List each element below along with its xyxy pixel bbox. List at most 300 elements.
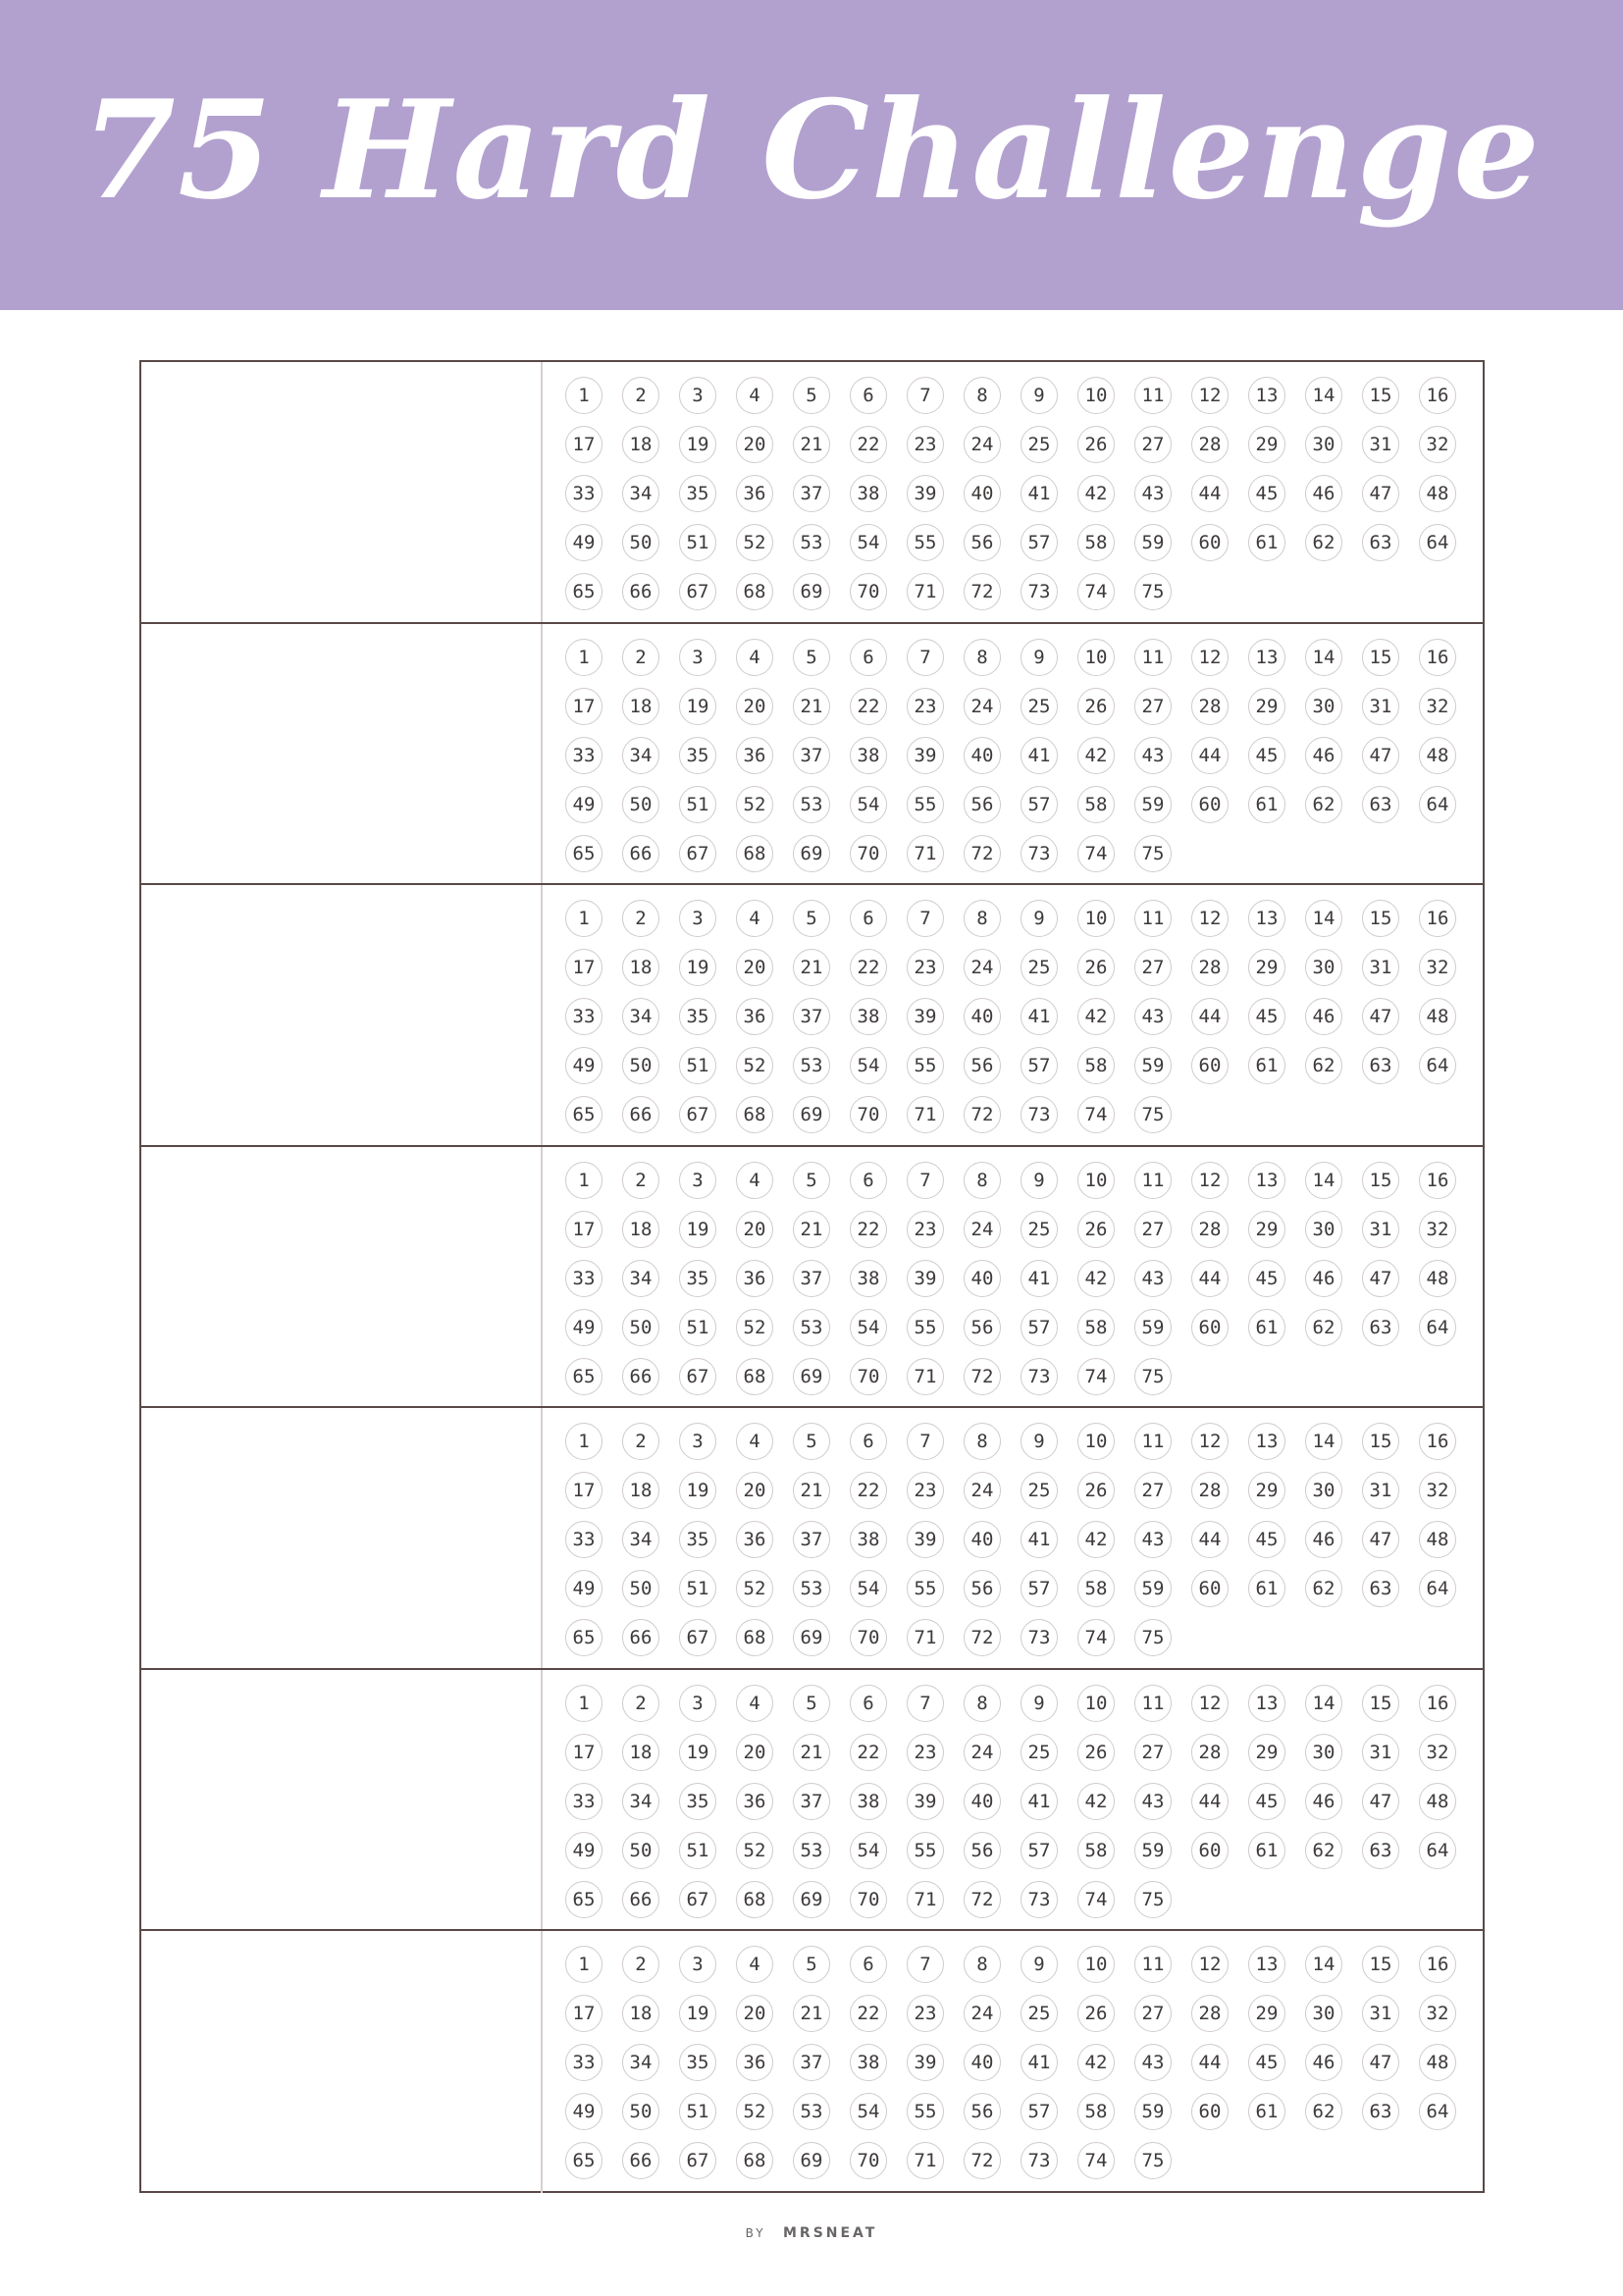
day-circle[interactable]: 15 [1362,900,1399,937]
day-circle[interactable]: 52 [736,2093,773,2130]
day-circle[interactable]: 63 [1362,1309,1399,1346]
day-circle[interactable]: 68 [736,2142,773,2179]
day-circle[interactable]: 68 [736,1881,773,1918]
day-circle[interactable]: 44 [1191,475,1229,512]
day-circle[interactable]: 43 [1134,737,1172,774]
day-circle[interactable]: 71 [907,835,944,872]
day-circle[interactable]: 32 [1419,426,1456,463]
day-circle[interactable]: 66 [622,1096,659,1133]
day-circle[interactable]: 71 [907,1881,944,1918]
day-circle[interactable]: 30 [1305,688,1342,725]
day-circle[interactable]: 35 [679,475,716,512]
day-circle[interactable]: 56 [964,1832,1001,1869]
day-circle[interactable]: 16 [1419,1685,1456,1722]
day-circle[interactable]: 75 [1134,1619,1172,1656]
day-circle[interactable]: 60 [1191,2093,1229,2130]
day-circle[interactable]: 75 [1134,1881,1172,1918]
day-circle[interactable]: 64 [1419,786,1456,823]
day-circle[interactable]: 3 [679,639,716,676]
day-circle[interactable]: 57 [1021,1047,1058,1084]
day-circle[interactable]: 69 [793,835,830,872]
day-circle[interactable]: 45 [1248,998,1285,1035]
day-circle[interactable]: 46 [1305,998,1342,1035]
day-circle[interactable]: 18 [622,1734,659,1771]
day-circle[interactable]: 70 [850,1358,887,1395]
day-circle[interactable]: 68 [736,835,773,872]
day-circle[interactable]: 35 [679,1521,716,1558]
day-circle[interactable]: 22 [850,1472,887,1509]
day-circle[interactable]: 68 [736,1358,773,1395]
day-circle[interactable]: 40 [964,1783,1001,1820]
day-circle[interactable]: 41 [1021,998,1058,1035]
day-circle[interactable]: 63 [1362,1570,1399,1607]
day-circle[interactable]: 70 [850,1619,887,1656]
day-circle[interactable]: 74 [1077,573,1115,610]
day-circle[interactable]: 34 [622,1521,659,1558]
day-circle[interactable]: 14 [1305,639,1342,676]
day-circle[interactable]: 4 [736,1685,773,1722]
day-circle[interactable]: 55 [907,1832,944,1869]
day-circle[interactable]: 8 [964,639,1001,676]
day-circle[interactable]: 49 [565,1832,602,1869]
day-circle[interactable]: 55 [907,786,944,823]
day-circle[interactable]: 22 [850,426,887,463]
day-circle[interactable]: 42 [1077,1260,1115,1297]
day-circle[interactable]: 74 [1077,1358,1115,1395]
day-circle[interactable]: 8 [964,1946,1001,1983]
day-circle[interactable]: 19 [679,426,716,463]
day-circle[interactable]: 6 [850,1685,887,1722]
day-circle[interactable]: 22 [850,1211,887,1248]
day-circle[interactable]: 74 [1077,1881,1115,1918]
day-circle[interactable]: 1 [565,1946,602,1983]
day-circle[interactable]: 73 [1021,2142,1058,2179]
day-circle[interactable]: 25 [1021,1995,1058,2032]
day-circle[interactable]: 19 [679,688,716,725]
day-circle[interactable]: 71 [907,2142,944,2179]
day-circle[interactable]: 42 [1077,1521,1115,1558]
day-circle[interactable]: 54 [850,1309,887,1346]
day-circle[interactable]: 41 [1021,2044,1058,2081]
day-circle[interactable]: 43 [1134,1521,1172,1558]
day-circle[interactable]: 55 [907,524,944,561]
day-circle[interactable]: 49 [565,524,602,561]
day-circle[interactable]: 46 [1305,475,1342,512]
day-circle[interactable]: 30 [1305,1734,1342,1771]
day-circle[interactable]: 51 [679,524,716,561]
day-circle[interactable]: 67 [679,2142,716,2179]
day-circle[interactable]: 34 [622,475,659,512]
day-circle[interactable]: 65 [565,2142,602,2179]
day-circle[interactable]: 58 [1077,2093,1115,2130]
habit-name-field[interactable] [141,362,543,622]
day-circle[interactable]: 47 [1362,1260,1399,1297]
day-circle[interactable]: 66 [622,573,659,610]
day-circle[interactable]: 61 [1248,1570,1285,1607]
day-circle[interactable]: 37 [793,475,830,512]
day-circle[interactable]: 16 [1419,377,1456,414]
day-circle[interactable]: 63 [1362,524,1399,561]
day-circle[interactable]: 9 [1021,900,1058,937]
day-circle[interactable]: 6 [850,377,887,414]
day-circle[interactable]: 49 [565,1570,602,1607]
day-circle[interactable]: 55 [907,1047,944,1084]
day-circle[interactable]: 21 [793,1211,830,1248]
day-circle[interactable]: 42 [1077,1783,1115,1820]
day-circle[interactable]: 33 [565,998,602,1035]
day-circle[interactable]: 53 [793,2093,830,2130]
day-circle[interactable]: 34 [622,1260,659,1297]
day-circle[interactable]: 7 [907,1685,944,1722]
day-circle[interactable]: 75 [1134,1358,1172,1395]
day-circle[interactable]: 35 [679,737,716,774]
habit-name-field[interactable] [141,624,543,884]
day-circle[interactable]: 27 [1134,1734,1172,1771]
day-circle[interactable]: 15 [1362,1162,1399,1199]
day-circle[interactable]: 10 [1077,1685,1115,1722]
day-circle[interactable]: 35 [679,1260,716,1297]
day-circle[interactable]: 28 [1191,426,1229,463]
day-circle[interactable]: 46 [1305,1260,1342,1297]
day-circle[interactable]: 44 [1191,1521,1229,1558]
day-circle[interactable]: 64 [1419,524,1456,561]
day-circle[interactable]: 17 [565,1734,602,1771]
day-circle[interactable]: 8 [964,1162,1001,1199]
day-circle[interactable]: 11 [1134,639,1172,676]
day-circle[interactable]: 29 [1248,949,1285,986]
day-circle[interactable]: 21 [793,1995,830,2032]
day-circle[interactable]: 12 [1191,1162,1229,1199]
day-circle[interactable]: 8 [964,900,1001,937]
day-circle[interactable]: 42 [1077,998,1115,1035]
day-circle[interactable]: 11 [1134,900,1172,937]
day-circle[interactable]: 10 [1077,1946,1115,1983]
day-circle[interactable]: 67 [679,835,716,872]
day-circle[interactable]: 23 [907,1211,944,1248]
day-circle[interactable]: 60 [1191,524,1229,561]
day-circle[interactable]: 13 [1248,377,1285,414]
day-circle[interactable]: 58 [1077,1309,1115,1346]
day-circle[interactable]: 75 [1134,573,1172,610]
day-circle[interactable]: 11 [1134,1423,1172,1460]
day-circle[interactable]: 5 [793,639,830,676]
day-circle[interactable]: 65 [565,1881,602,1918]
day-circle[interactable]: 1 [565,1685,602,1722]
day-circle[interactable]: 39 [907,2044,944,2081]
day-circle[interactable]: 54 [850,2093,887,2130]
day-circle[interactable]: 50 [622,1047,659,1084]
day-circle[interactable]: 75 [1134,2142,1172,2179]
day-circle[interactable]: 28 [1191,1734,1229,1771]
day-circle[interactable]: 40 [964,2044,1001,2081]
day-circle[interactable]: 62 [1305,524,1342,561]
day-circle[interactable]: 3 [679,1946,716,1983]
day-circle[interactable]: 54 [850,524,887,561]
day-circle[interactable]: 26 [1077,1995,1115,2032]
day-circle[interactable]: 58 [1077,786,1115,823]
day-circle[interactable]: 60 [1191,1832,1229,1869]
day-circle[interactable]: 30 [1305,1211,1342,1248]
day-circle[interactable]: 38 [850,475,887,512]
day-circle[interactable]: 33 [565,1783,602,1820]
day-circle[interactable]: 70 [850,2142,887,2179]
day-circle[interactable]: 46 [1305,737,1342,774]
day-circle[interactable]: 32 [1419,688,1456,725]
day-circle[interactable]: 16 [1419,1423,1456,1460]
day-circle[interactable]: 17 [565,949,602,986]
day-circle[interactable]: 52 [736,1832,773,1869]
day-circle[interactable]: 62 [1305,1832,1342,1869]
day-circle[interactable]: 24 [964,1472,1001,1509]
day-circle[interactable]: 16 [1419,900,1456,937]
day-circle[interactable]: 73 [1021,1881,1058,1918]
day-circle[interactable]: 69 [793,573,830,610]
day-circle[interactable]: 31 [1362,426,1399,463]
day-circle[interactable]: 12 [1191,1946,1229,1983]
day-circle[interactable]: 7 [907,1162,944,1199]
day-circle[interactable]: 26 [1077,688,1115,725]
day-circle[interactable]: 4 [736,1423,773,1460]
day-circle[interactable]: 42 [1077,475,1115,512]
day-circle[interactable]: 50 [622,1309,659,1346]
day-circle[interactable]: 2 [622,1946,659,1983]
day-circle[interactable]: 26 [1077,1734,1115,1771]
day-circle[interactable]: 69 [793,2142,830,2179]
day-circle[interactable]: 43 [1134,475,1172,512]
day-circle[interactable]: 52 [736,1570,773,1607]
day-circle[interactable]: 13 [1248,1685,1285,1722]
day-circle[interactable]: 75 [1134,835,1172,872]
day-circle[interactable]: 7 [907,900,944,937]
day-circle[interactable]: 25 [1021,949,1058,986]
day-circle[interactable]: 50 [622,524,659,561]
day-circle[interactable]: 47 [1362,1783,1399,1820]
day-circle[interactable]: 75 [1134,1096,1172,1133]
day-circle[interactable]: 50 [622,2093,659,2130]
day-circle[interactable]: 13 [1248,1162,1285,1199]
day-circle[interactable]: 20 [736,1734,773,1771]
day-circle[interactable]: 36 [736,1783,773,1820]
day-circle[interactable]: 44 [1191,1260,1229,1297]
day-circle[interactable]: 69 [793,1881,830,1918]
day-circle[interactable]: 9 [1021,1946,1058,1983]
day-circle[interactable]: 31 [1362,1211,1399,1248]
day-circle[interactable]: 68 [736,573,773,610]
day-circle[interactable]: 41 [1021,475,1058,512]
habit-name-field[interactable] [141,1670,543,1930]
day-circle[interactable]: 2 [622,900,659,937]
day-circle[interactable]: 47 [1362,2044,1399,2081]
day-circle[interactable]: 17 [565,1472,602,1509]
day-circle[interactable]: 18 [622,1995,659,2032]
day-circle[interactable]: 25 [1021,1211,1058,1248]
day-circle[interactable]: 18 [622,426,659,463]
day-circle[interactable]: 65 [565,1096,602,1133]
day-circle[interactable]: 67 [679,1358,716,1395]
day-circle[interactable]: 9 [1021,1685,1058,1722]
day-circle[interactable]: 25 [1021,688,1058,725]
day-circle[interactable]: 36 [736,998,773,1035]
day-circle[interactable]: 16 [1419,1162,1456,1199]
day-circle[interactable]: 41 [1021,1783,1058,1820]
day-circle[interactable]: 74 [1077,2142,1115,2179]
day-circle[interactable]: 35 [679,2044,716,2081]
day-circle[interactable]: 4 [736,639,773,676]
day-circle[interactable]: 44 [1191,2044,1229,2081]
day-circle[interactable]: 72 [964,1096,1001,1133]
day-circle[interactable]: 29 [1248,1211,1285,1248]
day-circle[interactable]: 71 [907,1096,944,1133]
day-circle[interactable]: 53 [793,1309,830,1346]
day-circle[interactable]: 4 [736,377,773,414]
day-circle[interactable]: 49 [565,2093,602,2130]
day-circle[interactable]: 16 [1419,639,1456,676]
day-circle[interactable]: 46 [1305,1521,1342,1558]
day-circle[interactable]: 46 [1305,2044,1342,2081]
day-circle[interactable]: 1 [565,1423,602,1460]
day-circle[interactable]: 7 [907,1423,944,1460]
day-circle[interactable]: 72 [964,573,1001,610]
day-circle[interactable]: 27 [1134,1995,1172,2032]
day-circle[interactable]: 62 [1305,1047,1342,1084]
day-circle[interactable]: 3 [679,377,716,414]
day-circle[interactable]: 66 [622,2142,659,2179]
day-circle[interactable]: 61 [1248,524,1285,561]
day-circle[interactable]: 20 [736,426,773,463]
day-circle[interactable]: 15 [1362,1685,1399,1722]
day-circle[interactable]: 51 [679,1309,716,1346]
day-circle[interactable]: 45 [1248,1783,1285,1820]
day-circle[interactable]: 27 [1134,426,1172,463]
day-circle[interactable]: 72 [964,2142,1001,2179]
day-circle[interactable]: 19 [679,1995,716,2032]
day-circle[interactable]: 6 [850,1423,887,1460]
day-circle[interactable]: 55 [907,2093,944,2130]
day-circle[interactable]: 12 [1191,900,1229,937]
day-circle[interactable]: 61 [1248,2093,1285,2130]
day-circle[interactable]: 31 [1362,1734,1399,1771]
day-circle[interactable]: 5 [793,1162,830,1199]
day-circle[interactable]: 24 [964,426,1001,463]
day-circle[interactable]: 32 [1419,1734,1456,1771]
day-circle[interactable]: 48 [1419,737,1456,774]
day-circle[interactable]: 57 [1021,1832,1058,1869]
day-circle[interactable]: 40 [964,475,1001,512]
day-circle[interactable]: 14 [1305,377,1342,414]
day-circle[interactable]: 10 [1077,639,1115,676]
day-circle[interactable]: 47 [1362,737,1399,774]
day-circle[interactable]: 1 [565,900,602,937]
day-circle[interactable]: 64 [1419,1309,1456,1346]
day-circle[interactable]: 64 [1419,1047,1456,1084]
day-circle[interactable]: 24 [964,1734,1001,1771]
day-circle[interactable]: 14 [1305,1423,1342,1460]
day-circle[interactable]: 20 [736,688,773,725]
day-circle[interactable]: 72 [964,1619,1001,1656]
day-circle[interactable]: 73 [1021,573,1058,610]
day-circle[interactable]: 30 [1305,949,1342,986]
day-circle[interactable]: 11 [1134,1162,1172,1199]
day-circle[interactable]: 53 [793,1832,830,1869]
day-circle[interactable]: 40 [964,1260,1001,1297]
day-circle[interactable]: 36 [736,475,773,512]
day-circle[interactable]: 24 [964,949,1001,986]
day-circle[interactable]: 69 [793,1619,830,1656]
day-circle[interactable]: 36 [736,2044,773,2081]
day-circle[interactable]: 38 [850,1783,887,1820]
day-circle[interactable]: 14 [1305,1162,1342,1199]
day-circle[interactable]: 24 [964,1995,1001,2032]
habit-name-field[interactable] [141,1147,543,1407]
day-circle[interactable]: 70 [850,835,887,872]
day-circle[interactable]: 21 [793,1472,830,1509]
day-circle[interactable]: 24 [964,1211,1001,1248]
day-circle[interactable]: 39 [907,475,944,512]
day-circle[interactable]: 2 [622,1423,659,1460]
day-circle[interactable]: 39 [907,1521,944,1558]
day-circle[interactable]: 36 [736,1521,773,1558]
day-circle[interactable]: 26 [1077,426,1115,463]
day-circle[interactable]: 61 [1248,1832,1285,1869]
day-circle[interactable]: 17 [565,1211,602,1248]
day-circle[interactable]: 60 [1191,1047,1229,1084]
day-circle[interactable]: 15 [1362,1946,1399,1983]
day-circle[interactable]: 64 [1419,1832,1456,1869]
day-circle[interactable]: 13 [1248,900,1285,937]
day-circle[interactable]: 16 [1419,1946,1456,1983]
day-circle[interactable]: 20 [736,1211,773,1248]
day-circle[interactable]: 30 [1305,1995,1342,2032]
day-circle[interactable]: 48 [1419,1260,1456,1297]
day-circle[interactable]: 72 [964,1358,1001,1395]
day-circle[interactable]: 12 [1191,377,1229,414]
day-circle[interactable]: 63 [1362,1832,1399,1869]
day-circle[interactable]: 40 [964,737,1001,774]
day-circle[interactable]: 18 [622,949,659,986]
day-circle[interactable]: 12 [1191,1685,1229,1722]
day-circle[interactable]: 48 [1419,1783,1456,1820]
day-circle[interactable]: 37 [793,1260,830,1297]
day-circle[interactable]: 66 [622,1619,659,1656]
day-circle[interactable]: 9 [1021,639,1058,676]
day-circle[interactable]: 24 [964,688,1001,725]
day-circle[interactable]: 74 [1077,835,1115,872]
day-circle[interactable]: 37 [793,998,830,1035]
day-circle[interactable]: 2 [622,639,659,676]
day-circle[interactable]: 9 [1021,1423,1058,1460]
day-circle[interactable]: 18 [622,688,659,725]
day-circle[interactable]: 9 [1021,1162,1058,1199]
day-circle[interactable]: 25 [1021,426,1058,463]
day-circle[interactable]: 7 [907,639,944,676]
day-circle[interactable]: 71 [907,573,944,610]
day-circle[interactable]: 6 [850,1946,887,1983]
day-circle[interactable]: 27 [1134,1211,1172,1248]
day-circle[interactable]: 6 [850,1162,887,1199]
day-circle[interactable]: 44 [1191,1783,1229,1820]
day-circle[interactable]: 17 [565,1995,602,2032]
day-circle[interactable]: 33 [565,737,602,774]
day-circle[interactable]: 65 [565,1358,602,1395]
day-circle[interactable]: 66 [622,835,659,872]
day-circle[interactable]: 53 [793,1570,830,1607]
day-circle[interactable]: 23 [907,949,944,986]
day-circle[interactable]: 73 [1021,1096,1058,1133]
day-circle[interactable]: 28 [1191,1995,1229,2032]
day-circle[interactable]: 30 [1305,426,1342,463]
day-circle[interactable]: 19 [679,1734,716,1771]
day-circle[interactable]: 9 [1021,377,1058,414]
